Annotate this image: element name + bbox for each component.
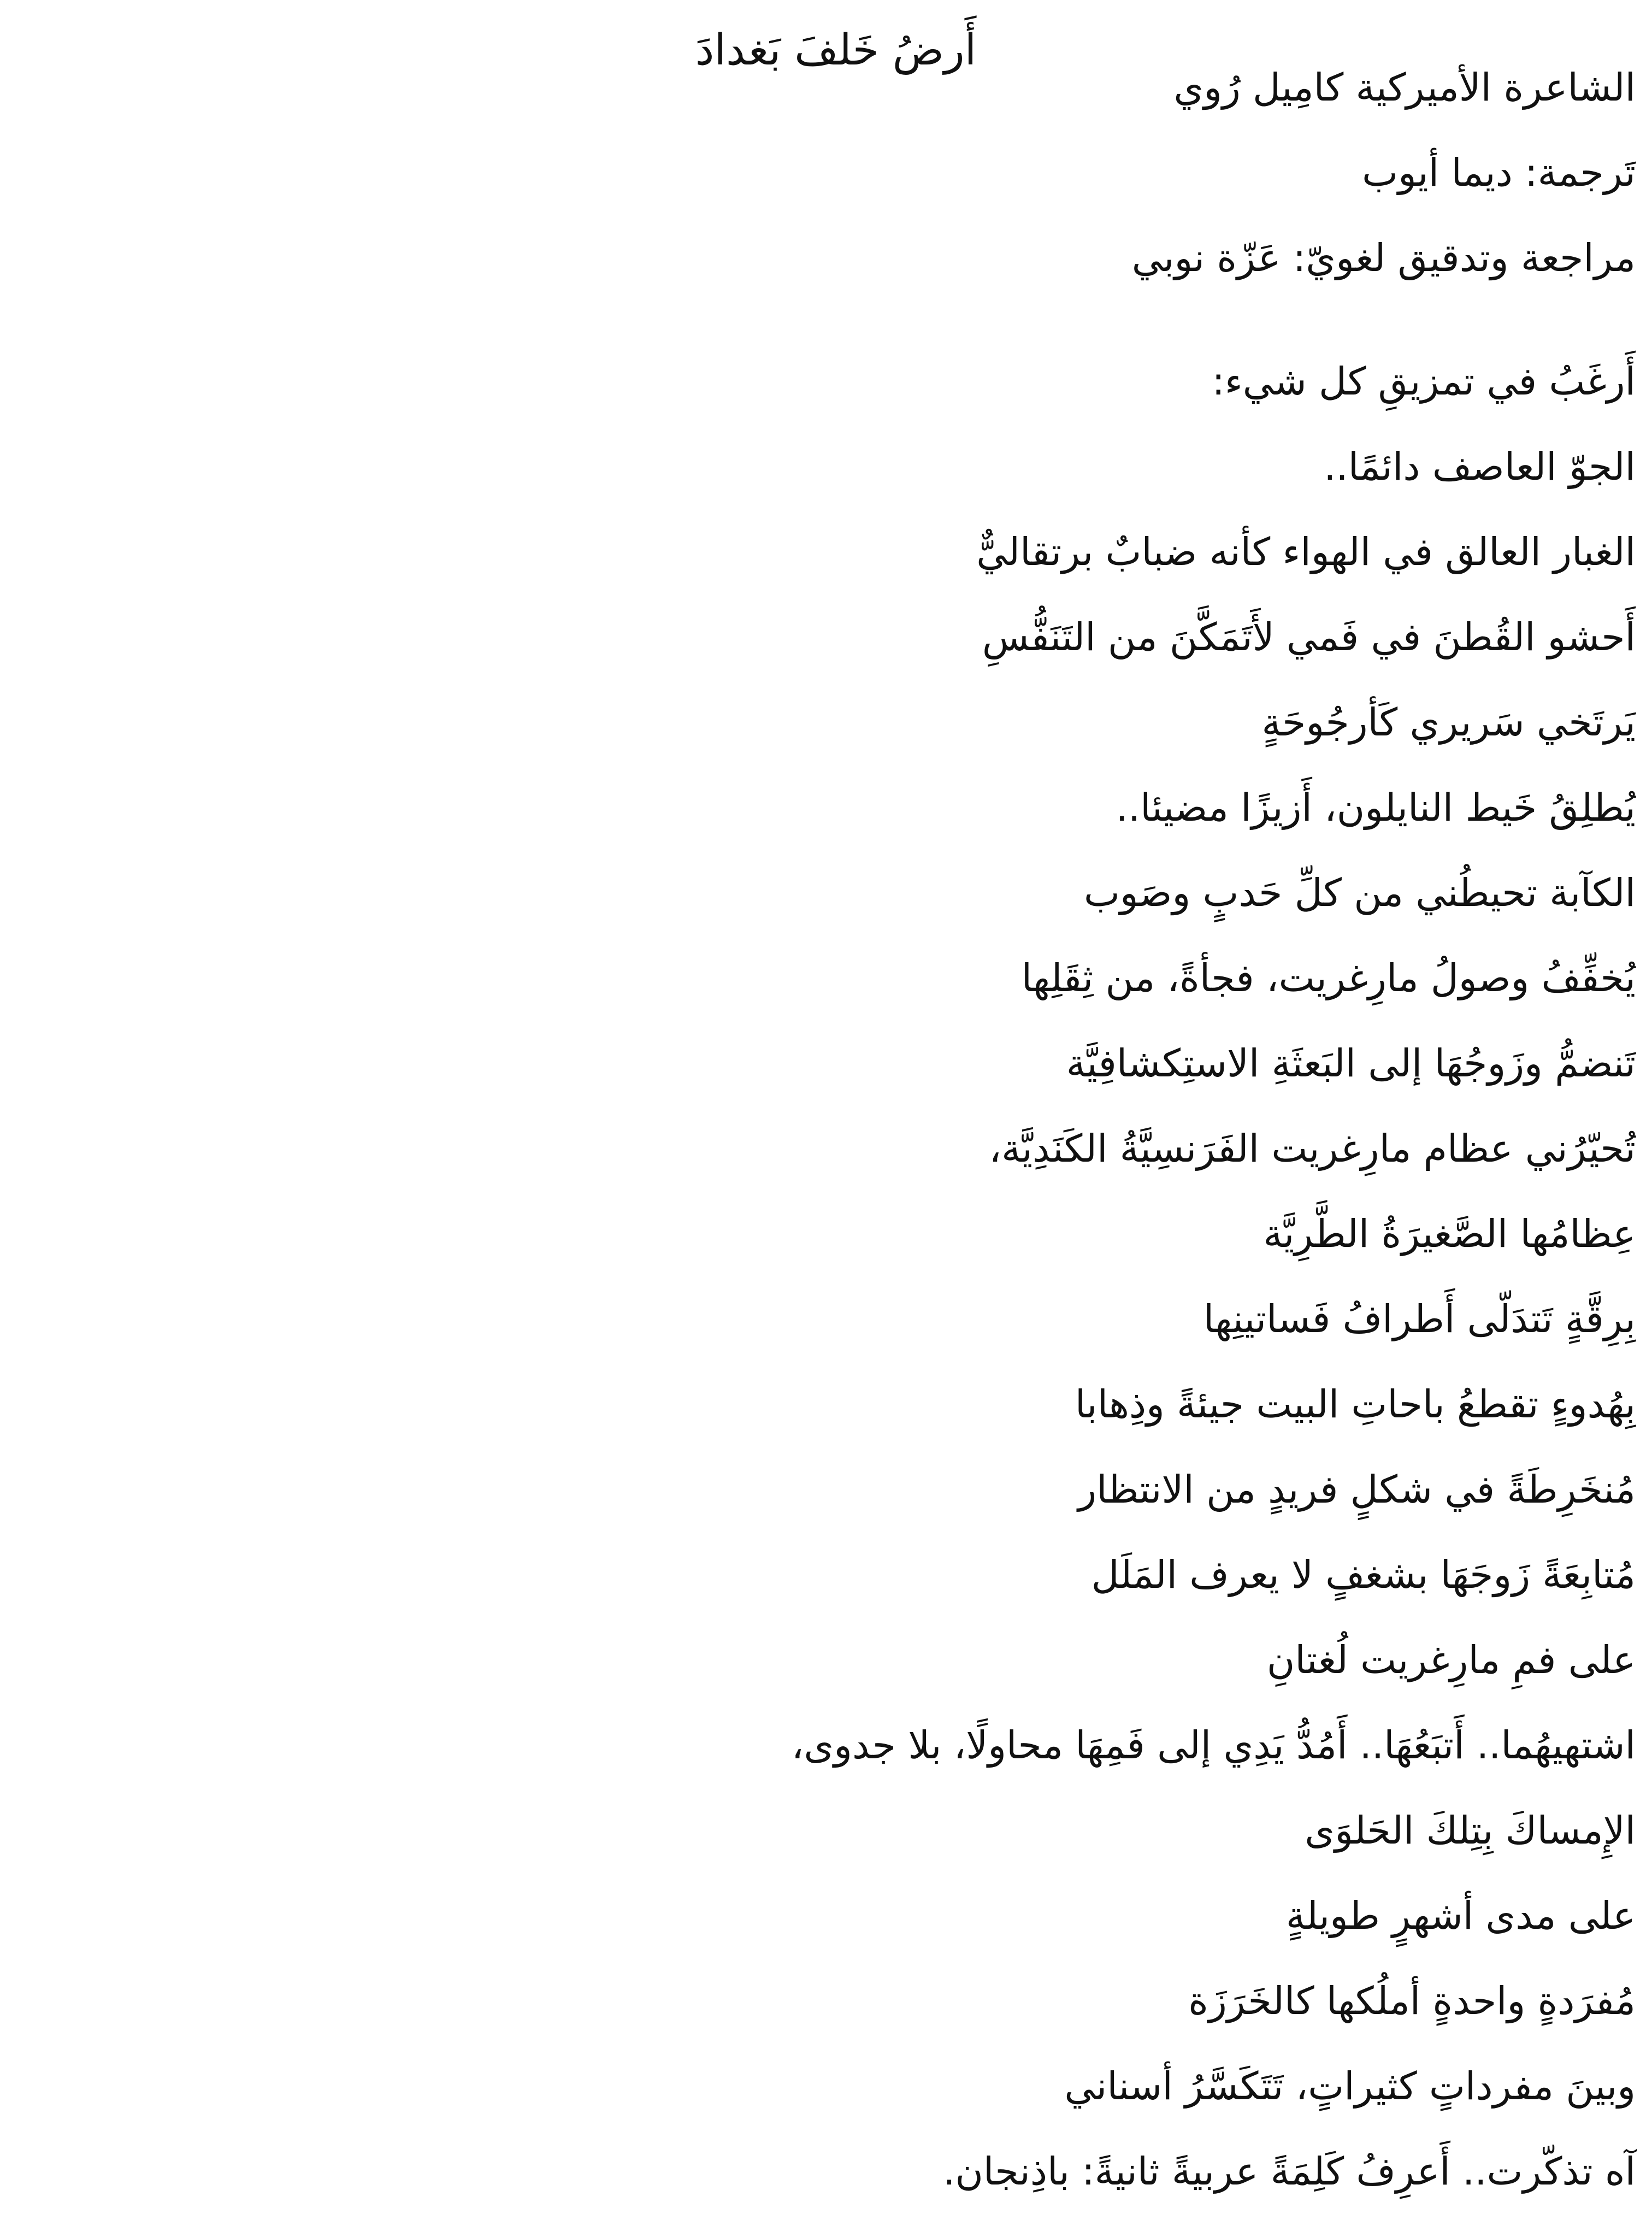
poem-line: يُخفِّفُ وصولُ مارِغريت، فجأةً، من ثِقَلِها <box>1021 956 1636 1000</box>
credit-poet: الشاعرة الأميركية كامِيل رُوي <box>1173 65 1636 110</box>
poem-line: بِهُدوءٍ تقطعُ باحاتِ البيت جيئةً وذِهابا <box>1075 1382 1636 1427</box>
poem-line: تَنضمُّ وزَوجُهَا إلى البَعثَةِ الاستِكشافِيَّة <box>1066 1041 1636 1086</box>
credits-block <box>1132 45 1636 301</box>
credit-translator: تَرجمة: ديما أيوب <box>1362 150 1636 195</box>
poem-line: أَحشو القُطنَ في فَمي لأَتَمَكَّنَ من التَنَفُّسِ <box>982 615 1636 660</box>
poem-line: يُطلِقُ خَيط النايلون، أَزيزًا مضيئا.. <box>1116 785 1636 830</box>
poem-line: على فمِ مارِغريت لُغتانِ <box>1266 1638 1636 1682</box>
poem-line: الغبار العالق في الهواء كأنه ضبابٌ برتقاليٌّ <box>976 529 1636 574</box>
poem-line: عِظامُها الصَّغيرَةُ الطَّرِيَّة <box>1263 1211 1636 1256</box>
poem-line: آه تذكّرت.. أَعرِفُ كَلِمَةً عربيةً ثانيةً: باذِنجان. <box>943 2149 1636 2194</box>
poem-line: بِرِقَّةٍ تَتدَلّى أَطرافُ فَساتينِها <box>1203 1297 1636 1341</box>
poem-line: اشتهيهُما.. أَتبَعُهَا.. أَمُدُّ يَدِي إلى فَمِهَا محاولًا، بلا جدوى، <box>791 1723 1636 1768</box>
poem-line: الكآبة تحيطُني من كلِّ حَدبٍ وصَوب <box>1083 870 1636 915</box>
poem-line: الجوّ العاصف دائمًا.. <box>1324 444 1636 489</box>
poem-line: على مدى أشهرٍ طويلةٍ <box>1285 1893 1636 1938</box>
poem-line: أَرغَبُ في تمزيقِ كل شيء: <box>1212 359 1636 404</box>
poem-body <box>792 339 1636 2214</box>
credit-reviewer: مراجعة وتدقيق لغويّ: عَزّة نوبي <box>1131 235 1636 280</box>
poem-line: مُنخَرِطَةً في شكلٍ فريدٍ من الانتظار <box>1078 1467 1636 1512</box>
poem-line: وبينَ مفرداتٍ كثيراتٍ، تَتَكَسَّرُ أسناني <box>1064 2064 1636 2109</box>
poem-line: تُحيّرُني عظام مارِغريت الفَرَنسِيَّةُ الكَنَدِيَّة، <box>989 1126 1636 1171</box>
poem-title: أَرضُ خَلفَ بَغدادَ <box>695 26 977 75</box>
poem-line: مُتابِعَةً زَوجَهَا بشغفٍ لا يعرف المَلَل <box>1091 1552 1636 1597</box>
poem-line: مُفرَدةٍ واحدةٍ أملُكها كالخَرَزَة <box>1188 1979 1636 2023</box>
poem-line: الإِمساكَ بِتِلكَ الحَلوَى <box>1305 1808 1636 1853</box>
poem-line: يَرتَخي سَريري كَأرجُوحَةٍ <box>1261 700 1636 745</box>
